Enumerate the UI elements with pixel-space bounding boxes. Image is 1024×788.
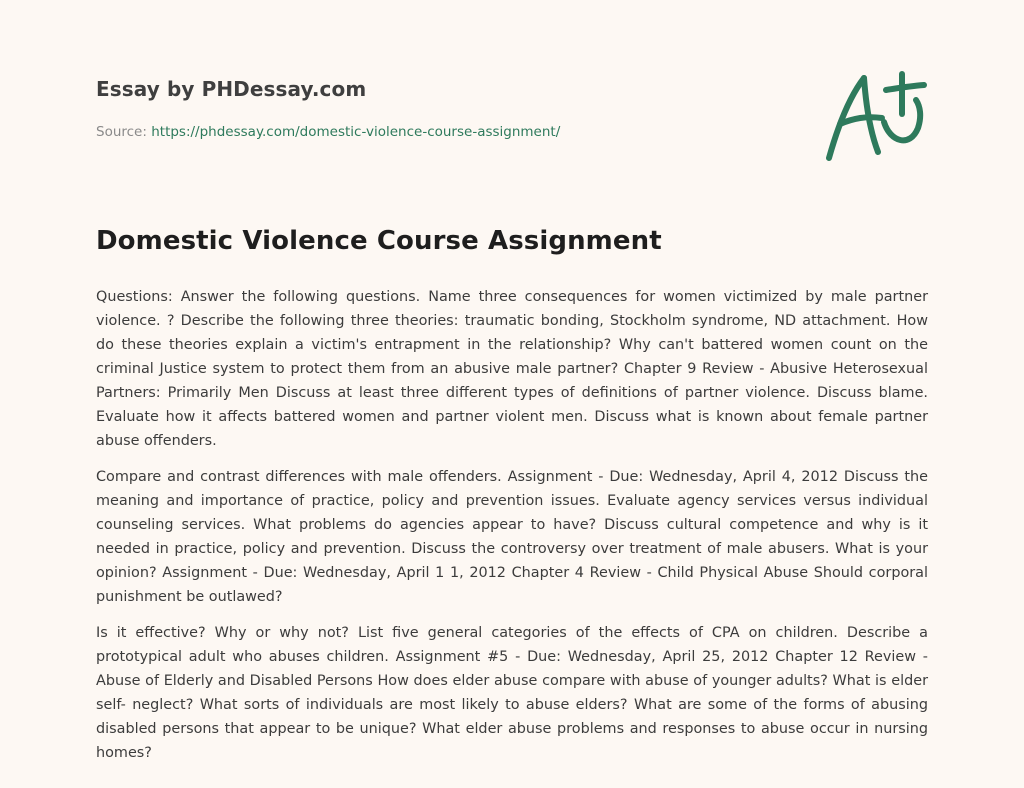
- site-brand: Essay by PHDessay.com: [96, 77, 367, 101]
- source-label: Source:: [96, 124, 152, 140]
- article-body: [96, 285, 928, 777]
- paragraph: Is it effective? Why or why not? List five general categories of the effects of CPA on children. Describe a prototypical adult who abuses children. Assignment #5 - Due: Wednesday, April 25, 2012 Chapter 12 Review - Abuse of Elderly and Disabled Persons How does elder abuse compare with abuse of younger adults? What is elder self- neglect? What sorts of individuals are most likely to abuse elders? What are some of the forms of abusing disabled persons that appear to be unique? What elder abuse problems and responses to abuse occur in nursing homes?: [96, 625, 928, 761]
- source-line: [96, 124, 560, 140]
- paragraph: Compare and contrast differences with male offenders. Assignment - Due: Wednesday, April 4, 2012 Discuss the meaning and importance of practice, policy and prevention issues. Evaluate agency services versus individual counseling services. What problems do agencies appear to have? Discuss cultural competence and why is it needed in practice, policy and prevention. Discuss the controversy over treatment of male abusers. What is your opinion? Assignment - Due: Wednesday, April 1 1, 2012 Chapter 4 Review - Child Physical Abuse Should corporal punishment be outlawed?: [96, 469, 928, 605]
- source-link[interactable]: https://phdessay.com/domestic-violence-course-assignment/: [151, 124, 561, 140]
- a-plus-icon: [820, 66, 930, 166]
- paragraph: Questions: Answer the following questions. Name three consequences for women victimized by male partner violence. ? Describe the following three theories: traumatic bonding, Stockholm syndrome, ND attachment. How do these theories explain a victim's entrapment in the relationship? Why can't battered women count on the criminal Justice system to protect them from an abusive male partner? Chapter 9 Review - Abusive Heterosexual Partners: Primarily Men Discuss at least three different types of definitions of partner violence. Discuss blame. Evaluate how it affects battered women and partner violent men. Discuss what is known about female partner abuse offenders.: [96, 289, 928, 449]
- page-title: Domestic Violence Course Assignment: [96, 226, 662, 256]
